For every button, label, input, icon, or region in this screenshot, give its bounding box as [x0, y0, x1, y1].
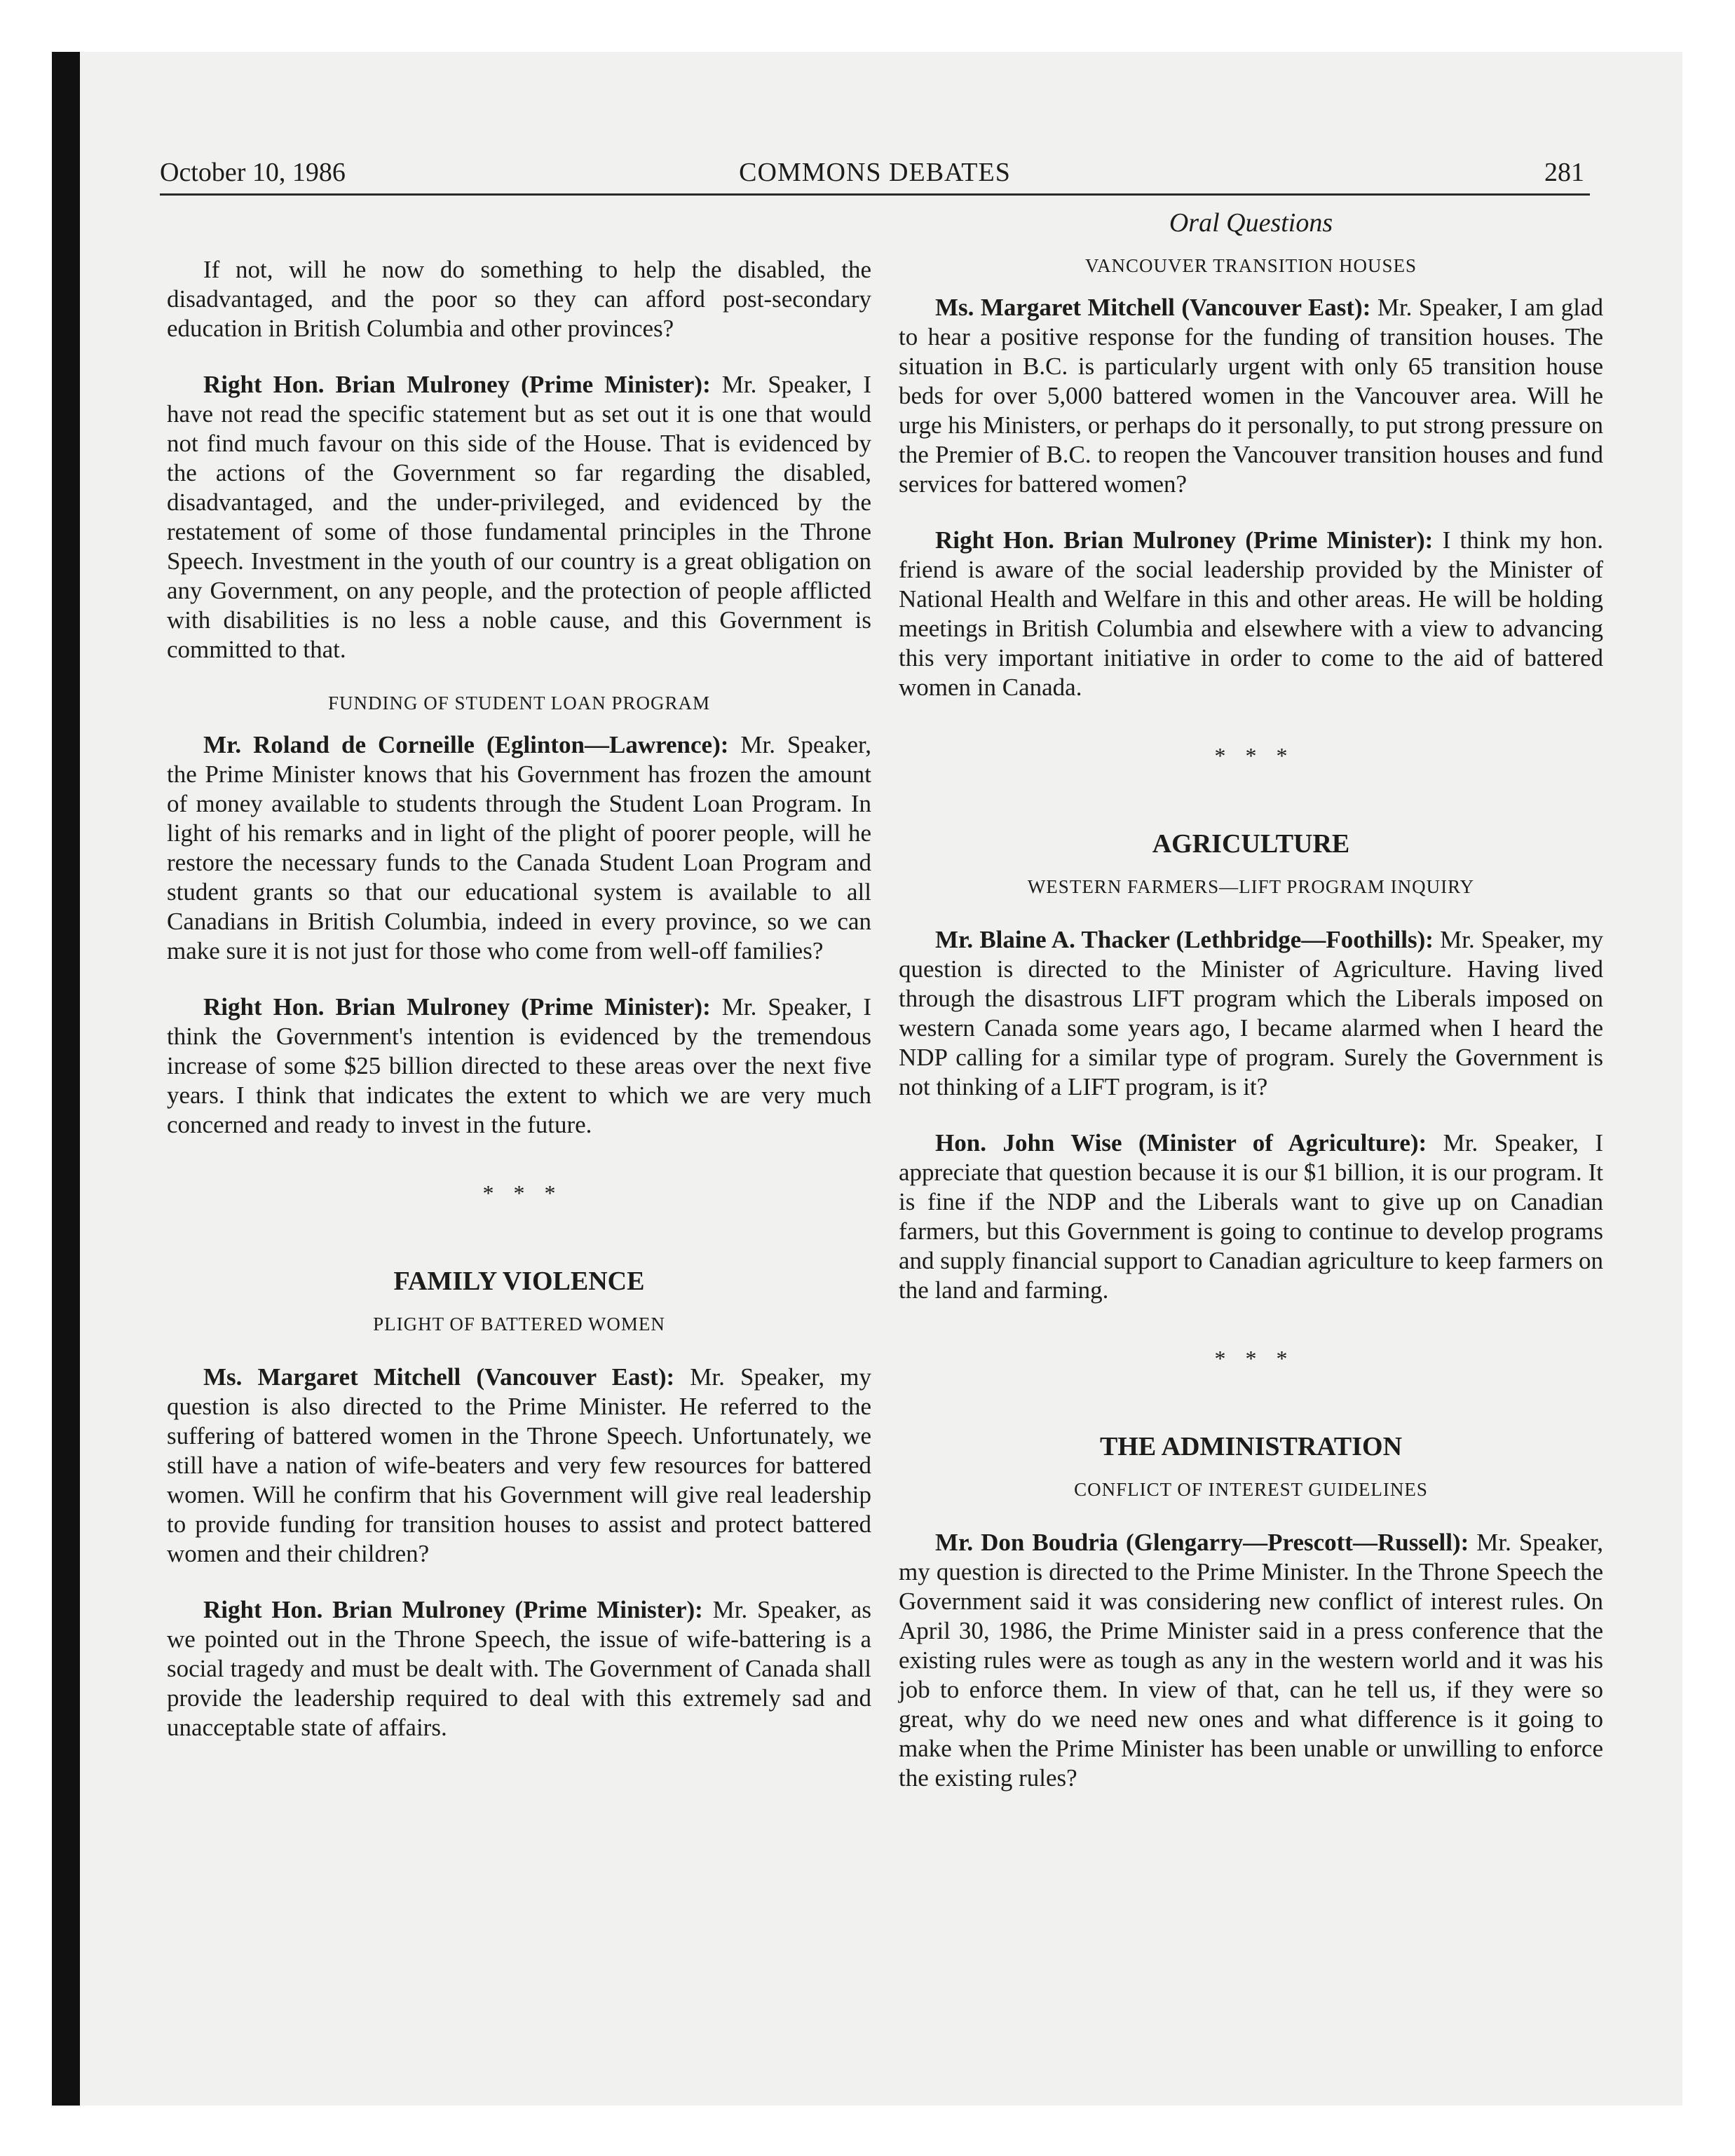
speaker-name: Mr. Roland de Corneille (Eglinton—Lawrence): — [203, 731, 729, 758]
paragraph: Right Hon. Brian Mulroney (Prime Minister): Mr. Speaker, I have not read the specific statement but as set out it is one that would not find much favour on this side of the House. That is evidenced by the actions of the Government so far regarding the disabled, disadvantaged, and the under-privileged, and evidenced by the restatement of some of those fundamental principles in the Throne Speech. Investment in the youth of our country is a great obligation on any Government, on any people, and the protection of people afflicted with disabilities is no less a noble cause, and this Government is committed to that. — [167, 371, 872, 663]
running-head: Oral Questions — [1169, 208, 1333, 238]
paragraph: Mr. Don Boudria (Glengarry—Prescott—Russell): Mr. Speaker, my question is directed to the Prime Minister. In the Throne Speech the Government said it was considering new conflict of interest rules. On April 30, 1986, the Prime Minister said in a press conference that the existing rules were as tough as any in the western world and it was his job to enforce them. In view of that, can he tell us, if they were so great, why do we need new ones and what difference is it going to make when the Prime Minister has been unable or unwilling to enforce the existing rules? — [899, 1529, 1603, 1792]
page-header — [160, 157, 1590, 196]
subheading: PLIGHT OF BATTERED WOMEN — [373, 1314, 665, 1335]
subheading: VANCOUVER TRANSITION HOUSES — [1084, 255, 1417, 276]
subheading: CONFLICT OF INTEREST GUIDELINES — [1074, 1479, 1428, 1500]
paragraph: Right Hon. Brian Mulroney (Prime Minister): Mr. Speaker, as we pointed out in the Throne Speech, the issue of wife-battering is a social tragedy and must be dealt with. The Government of Canada shall provide the leadership required to deal with this extremely sad and unacceptable state of affairs. — [167, 1596, 872, 1741]
paragraph: If not, will he now do something to help the disabled, the disadvantaged, and the poor so they can afford post-secondary education in British Columbia and other provinces? — [167, 256, 871, 342]
section-divider-stars: * * * — [1214, 1346, 1288, 1371]
right-column — [899, 207, 1603, 1793]
speaker-name: Mr. Blaine A. Thacker (Lethbridge—Foothills): — [935, 926, 1434, 953]
paragraph: Ms. Margaret Mitchell (Vancouver East): Mr. Speaker, I am glad to hear a positive response for the funding of transition houses. The situation in B.C. is particularly urgent with only 65 transition house beds for over 5,000 battered women in the Vancouver area. Will he urge his Ministers, or perhaps do it personally, to put strong pressure on the Premier of B.C. to reopen the Vancouver transition houses and fund services for battered women? — [899, 294, 1604, 498]
paragraph: Mr. Roland de Corneille (Eglinton—Lawrence): Mr. Speaker, the Prime Minister knows that his Government has frozen the amount of money available to students through the Student Loan Program. In light of his remarks and in light of the plight of poorer people, will he restore the necessary funds to the Canada Student Loan Program and student grants so that our educational system is available to all Canadians in British Columbia, indeed in every province, so we can make sure it is not just for those who come from well-off families? — [167, 731, 872, 964]
speaker-name: Ms. Margaret Mitchell (Vancouver East): — [935, 294, 1371, 321]
paragraph: Right Hon. Brian Mulroney (Prime Minister): I think my hon. friend is aware of the social leadership provided by the Minister of National Health and Welfare in this and other areas. He will be holding meetings in British Columbia and elsewhere with a view to advancing this very important initiative in order to come to the aid of battered women in Canada. — [899, 526, 1604, 701]
speaker-name: Right Hon. Brian Mulroney (Prime Minister): — [203, 993, 711, 1021]
scan-binding-edge — [52, 52, 80, 2106]
section-divider-stars: * * * — [482, 1180, 556, 1206]
speaker-name: Mr. Don Boudria (Glengarry—Prescott—Russell): — [935, 1529, 1469, 1556]
speaker-name: Hon. John Wise (Minister of Agriculture): — [935, 1129, 1427, 1157]
section-heading: AGRICULTURE — [1152, 829, 1350, 859]
paragraph: Ms. Margaret Mitchell (Vancouver East): Mr. Speaker, my question is also directed to the Prime Minister. He referred to the suffering of battered women in the Throne Speech. Unfortunately, we still have a nation of wife-beaters and very few resources for battered women. Will he confirm that his Government will give real leadership to provide funding for transition houses to assist and protect battered women and their children? — [167, 1363, 871, 1567]
left-column — [167, 207, 871, 1742]
paragraph: Hon. John Wise (Minister of Agriculture): Mr. Speaker, I appreciate that question because it is our $1 billion, it is our program. It is fine if the NDP and the Liberals want to give up on Canadian farmers, but this Government is going to continue to develop programs and supply financial support to Canadian agriculture to keep farmers on the land and farming. — [899, 1129, 1604, 1304]
speaker-name: Right Hon. Brian Mulroney (Prime Minister): — [203, 371, 711, 398]
header-date: October 10, 1986 — [160, 158, 346, 187]
header-title: COMMONS DEBATES — [739, 158, 1011, 187]
page-number: 281 — [1544, 158, 1584, 187]
section-divider-stars: * * * — [1214, 743, 1288, 768]
subheading: WESTERN FARMERS—LIFT PROGRAM INQUIRY — [1027, 876, 1475, 897]
speaker-name: Right Hon. Brian Mulroney (Prime Minister): — [935, 526, 1434, 554]
section-heading: THE ADMINISTRATION — [1099, 1432, 1403, 1461]
paragraph: Right Hon. Brian Mulroney (Prime Minister): Mr. Speaker, I think the Government's intention is evidenced by the tremendous increase of some $25 billion directed to these areas over the next five years. I think that indicates the extent to which we are very much concerned and ready to invest in the future. — [167, 993, 872, 1138]
speaker-name: Right Hon. Brian Mulroney (Prime Minister): — [203, 1596, 703, 1623]
subheading: FUNDING OF STUDENT LOAN PROGRAM — [327, 692, 711, 714]
section-heading: FAMILY VIOLENCE — [393, 1267, 645, 1296]
speaker-name: Ms. Margaret Mitchell (Vancouver East): — [203, 1363, 675, 1391]
paragraph: Mr. Blaine A. Thacker (Lethbridge—Foothills): Mr. Speaker, my question is directed to the Minister of Agriculture. Having lived through the disastrous LIFT program which the Liberals imposed on western Canada some years ago, I became alarmed when I heard the NDP calling for a similar type of program. Surely the Government is not thinking of a LIFT program, is it? — [899, 926, 1603, 1100]
